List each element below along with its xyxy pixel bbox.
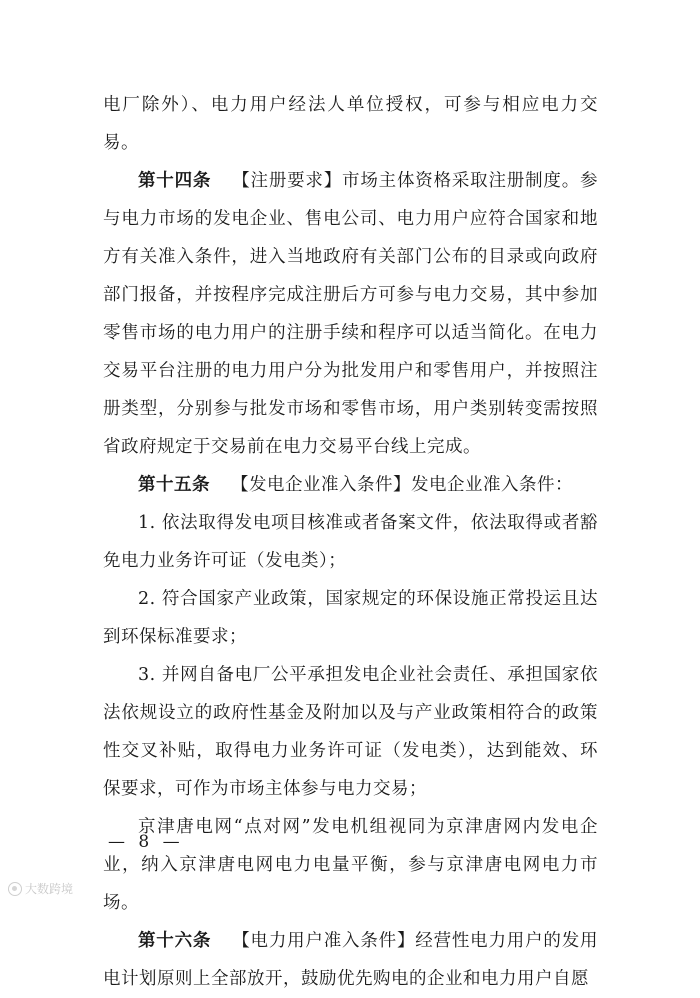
list-item-3 bbox=[103, 656, 598, 808]
list-item-2 bbox=[103, 580, 598, 656]
paragraph-text: 2. 符合国家产业政策，国家规定的环保设施正常投运且达到环保标准要求； bbox=[103, 589, 598, 647]
paragraph-article-14 bbox=[103, 162, 598, 466]
watermark bbox=[8, 880, 73, 897]
paragraph-text: 1. 依法取得发电项目核准或者备案文件，依法取得或者豁免电力业务许可证（发电类）； bbox=[103, 513, 598, 571]
paragraph-text: 【注册要求】市场主体资格采取注册制度。参与电力市场的发电企业、售电公司、电力用户应符合国家和地方有关准入条件，进入当地政府有关部门公布的目录或向政府部门报备，并按程序完成注册后方可参与电力交易，其中参加零售市场的电力用户的注册手续和程序可以适当简化。在电力交易平台注册的电力用户分为批发用户和零售用户，并按照注册类型，分别参与批发市场和零售市场，用户类别转变需按照省政府规定于交易前在电力交易平台线上完成。 bbox=[103, 171, 598, 457]
page-number: — 8 — bbox=[108, 832, 184, 852]
paragraph-text: 【电力用户准入条件】经营性电力用户的发用电计划原则上全部放开，鼓励优先购电的企业和电力用户自愿 bbox=[103, 931, 598, 989]
paragraph-article-15 bbox=[103, 466, 598, 504]
article-number: 第十五条 bbox=[138, 475, 210, 495]
watermark-logo-icon bbox=[8, 882, 22, 896]
paragraph-text: 京津唐电网“点对网”发电机组视同为京津唐网内发电企业，纳入京津唐电网电力电量平衡，参与京津唐电网电力市场。 bbox=[103, 817, 598, 913]
body-text bbox=[103, 86, 598, 998]
paragraph-text: 【发电企业准入条件】发电企业准入条件： bbox=[231, 475, 573, 495]
paragraph-text: 3. 并网自备电厂公平承担发电企业社会责任、承担国家依法依规设立的政府性基金及附加以及与产业政策相符合的政策性交叉补贴，取得电力业务许可证（发电类），达到能效、环保要求，可作为市场主体参与电力交易； bbox=[103, 665, 598, 799]
paragraph-continuation bbox=[103, 86, 598, 162]
list-item-1 bbox=[103, 504, 598, 580]
paragraph-text: 电厂除外）、电力用户经法人单位授权，可参与相应电力交易。 bbox=[103, 95, 598, 153]
article-number: 第十四条 bbox=[138, 171, 212, 191]
paragraph-article-16 bbox=[103, 922, 598, 998]
article-number: 第十六条 bbox=[138, 931, 212, 951]
watermark-text: 大数跨境 bbox=[25, 882, 74, 896]
